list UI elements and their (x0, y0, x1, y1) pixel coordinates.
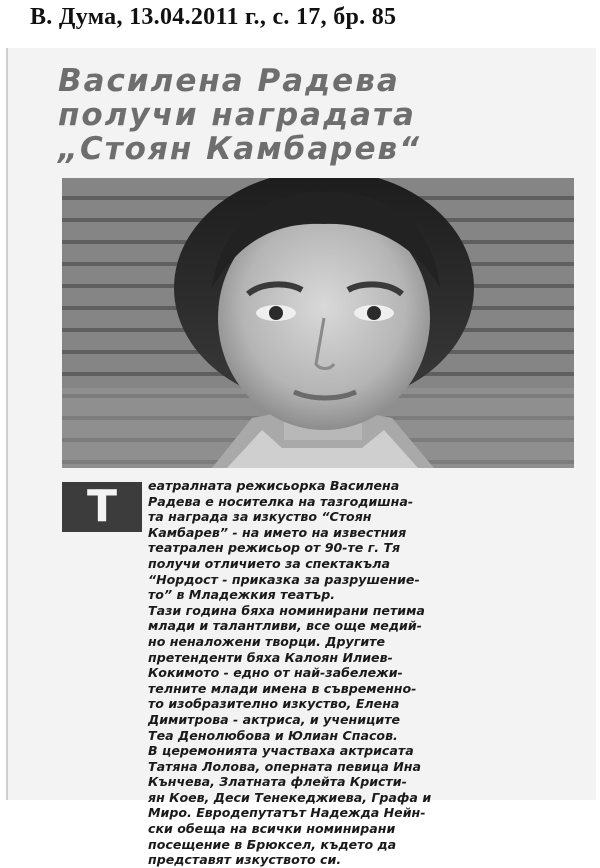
article-line: Татяна Лолова, оперната певица Ина (148, 758, 421, 774)
article-line: “Нордост - приказка за разрушение- (148, 571, 420, 587)
headline (58, 64, 578, 166)
article-line: В церемонията участваха актрисата (148, 743, 414, 759)
article-line: Теа Денолюбова и Юлиан Спасов. (148, 727, 398, 743)
article-line: Радева е носителка на тазгодишна- (148, 493, 414, 509)
article-line: млади и талантливи, все още медий- (148, 618, 422, 634)
headline-line: „Стоян Камбарев“ (58, 131, 422, 167)
article-line: то изобразително изкуство, Елена (148, 696, 400, 712)
source-citation: В. Дума, 13.04.2011 г., с. 17, бр. 85 (30, 4, 397, 30)
article-line: Кокимото - едно от най-забележи- (148, 665, 403, 681)
article-line: Камбарев” - на името на известния (148, 524, 407, 540)
article-line: Тази година бяха номинирани петима (148, 602, 425, 618)
article-line: представят изкуството си. (148, 852, 342, 868)
article-line: еатралната режисьорка Василена (148, 478, 400, 493)
article-line: телните млади имена в съвременно- (148, 680, 417, 696)
headline-line: Василена Радева (58, 63, 400, 99)
drop-cap: Т (62, 482, 142, 532)
article-line: но неналожени творци. Другите (148, 633, 385, 649)
article-line: претенденти бяха Калоян Илиев- (148, 649, 393, 665)
article-line: театрален режисьор от 90-те г. Тя (148, 540, 401, 556)
article-line: посещение в Брюксел, където да (148, 836, 397, 852)
article-line: ски обеща на всички номинирани (148, 821, 396, 837)
article-body (148, 478, 550, 868)
article-line: ян Коев, Деси Тенекеджиева, Графа и (148, 789, 432, 805)
article-line: Кънчева, Златната флейта Кристи- (148, 774, 407, 790)
headline-line: получи наградата (58, 97, 416, 133)
article-line: та награда за изкуство “Стоян (148, 509, 372, 525)
portrait-photo (62, 178, 574, 468)
article-line: Димитрова - актриса, и учениците (148, 711, 401, 727)
article-line: получи отличието за спектакъла (148, 555, 390, 571)
article-line: Миро. Евродепутатът Надежда Нейн- (148, 805, 426, 821)
article-line: то” в Младежкия театър. (148, 587, 336, 603)
